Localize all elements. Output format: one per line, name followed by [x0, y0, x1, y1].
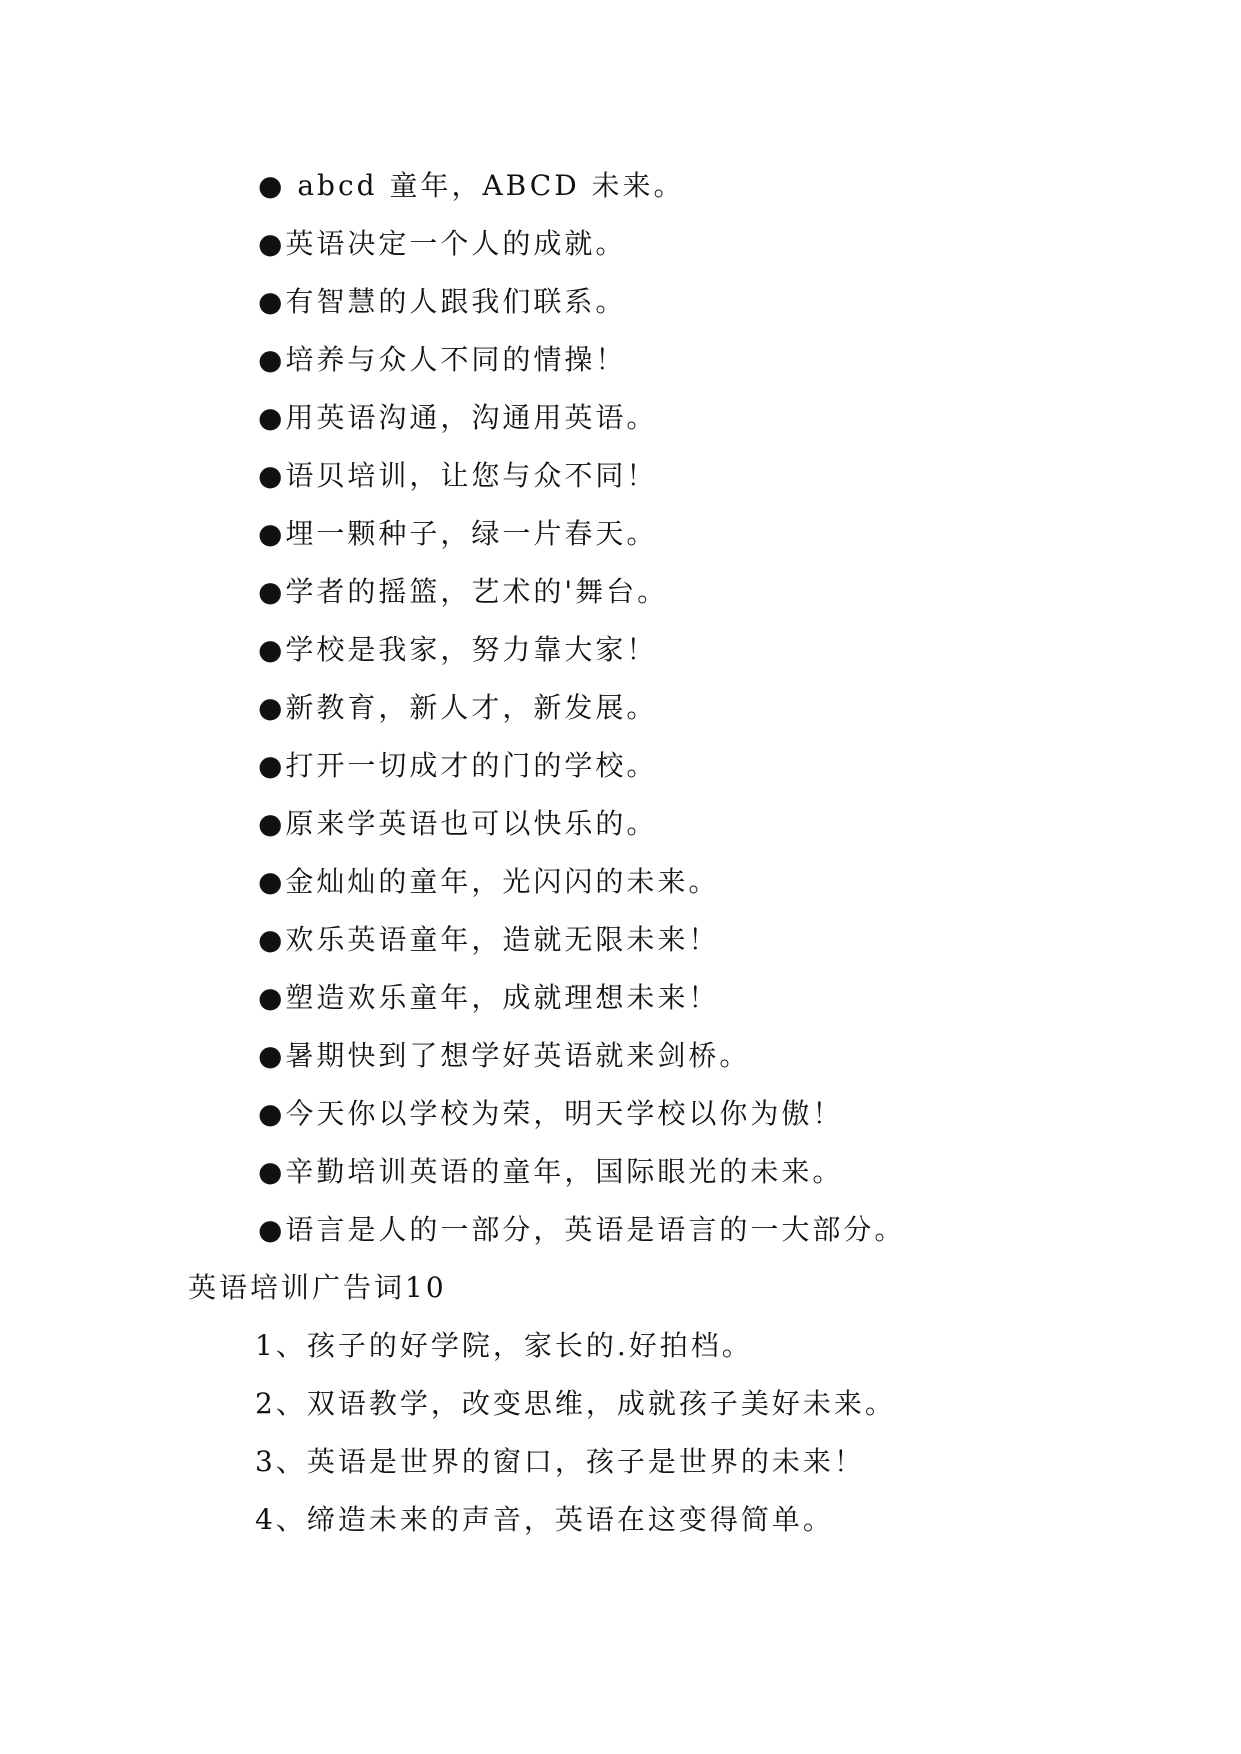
slogan-item: ● abcd 童年，ABCD 未来。 [258, 169, 685, 202]
slogan-item: ●语贝培训，让您与众不同！ [258, 459, 658, 492]
slogan-item: ●学者的摇篮，艺术的'舞台。 [258, 575, 669, 608]
slogan-item: ●有智慧的人跟我们联系。 [258, 285, 627, 318]
slogan-item: ●学校是我家，努力靠大家！ [258, 633, 658, 666]
numbered-item: 4、缔造未来的声音，英语在这变得简单。 [255, 1503, 834, 1536]
slogan-item: ●金灿灿的童年，光闪闪的未来。 [258, 865, 720, 898]
slogan-item: ●语言是人的一部分，英语是语言的一大部分。 [258, 1213, 906, 1246]
slogan-item: ●原来学英语也可以快乐的。 [258, 807, 658, 840]
section-heading: 英语培训广告词10 [188, 1271, 447, 1304]
slogan-item: ●埋一颗种子，绿一片春天。 [258, 517, 658, 550]
slogan-item: ●新教育，新人才，新发展。 [258, 691, 658, 724]
slogan-item: ●打开一切成才的门的学校。 [258, 749, 658, 782]
slogan-item: ●今天你以学校为荣，明天学校以你为傲！ [258, 1097, 844, 1130]
slogan-item: ●暑期快到了想学好英语就来剑桥。 [258, 1039, 751, 1072]
slogan-item: ●塑造欢乐童年，成就理想未来！ [258, 981, 720, 1014]
numbered-item: 2、双语教学，改变思维，成就孩子美好未来。 [255, 1387, 896, 1420]
numbered-item: 1、孩子的好学院，家长的.好拍档。 [255, 1329, 753, 1362]
numbered-item: 3、英语是世界的窗口，孩子是世界的未来！ [255, 1445, 865, 1478]
slogan-item: ●英语决定一个人的成就。 [258, 227, 627, 260]
slogan-item: ●用英语沟通，沟通用英语。 [258, 401, 658, 434]
slogan-item: ●培养与众人不同的情操！ [258, 343, 627, 376]
slogan-item: ●辛勤培训英语的童年，国际眼光的未来。 [258, 1155, 844, 1188]
slogan-item: ●欢乐英语童年，造就无限未来！ [258, 923, 720, 956]
